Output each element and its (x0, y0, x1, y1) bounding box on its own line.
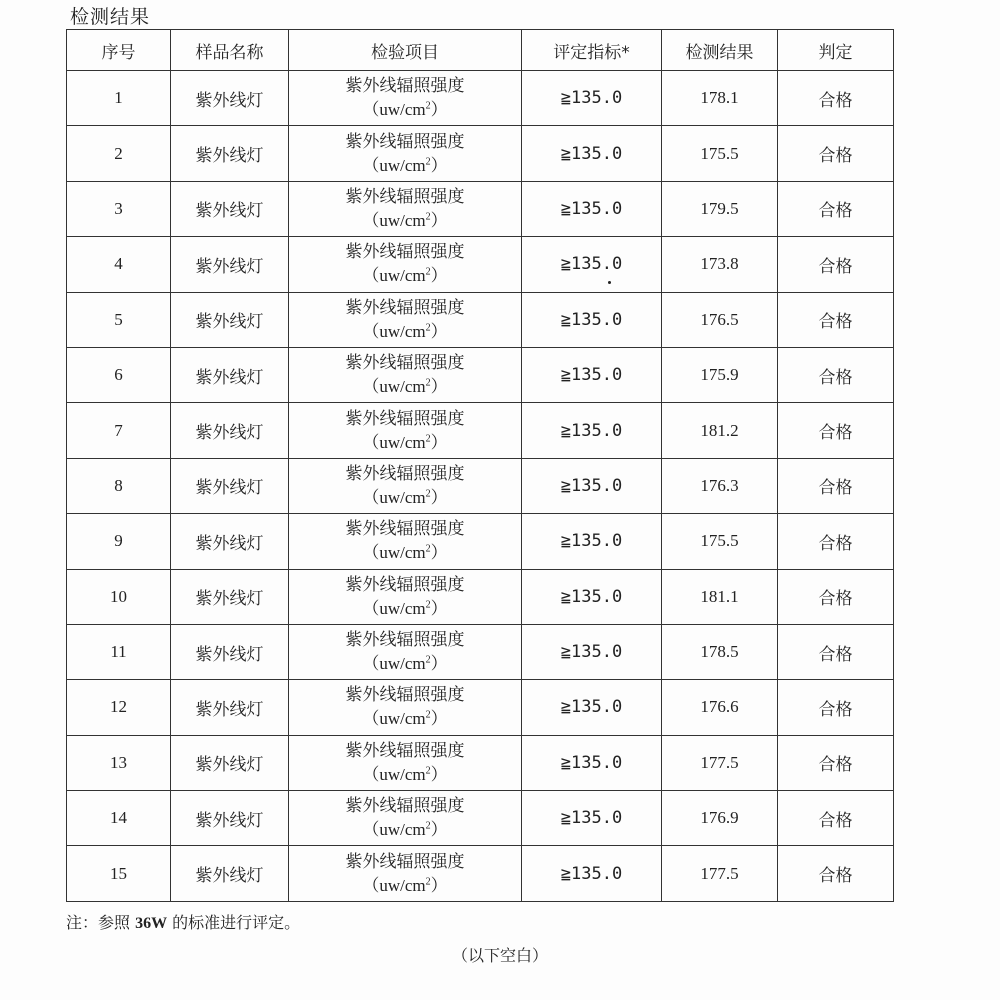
cell-sample-name: 紫外线灯 (171, 71, 289, 126)
test-item-unit (289, 874, 521, 898)
unit-base: （uw/cm (362, 654, 426, 674)
unit-exponent: 2 (425, 377, 431, 389)
test-item-unit (289, 154, 521, 178)
cell-sample-name: 紫外线灯 (171, 514, 289, 569)
table-row (67, 71, 894, 126)
test-item-unit (289, 264, 521, 288)
table-row (67, 846, 894, 901)
cell-criterion: ≧135.0 (522, 403, 662, 458)
cell-test-item (289, 403, 522, 458)
table-row (67, 791, 894, 846)
cell-criterion: ≧135.0 (522, 71, 662, 126)
unit-close: ） (430, 487, 448, 507)
table-row (67, 403, 894, 458)
test-item-unit (289, 652, 521, 676)
cell-test-item (289, 846, 522, 901)
cell-criterion: ≧135.0 (522, 735, 662, 790)
table-row (67, 292, 894, 347)
cell-criterion: ≧135.0 (522, 458, 662, 513)
test-item-name: 紫外线辐照强度 (345, 630, 465, 651)
cell-criterion: ≧135.0 (522, 624, 662, 679)
test-item-name: 紫外线辐照强度 (345, 131, 465, 152)
cell-sample-name: 紫外线灯 (171, 735, 289, 790)
unit-base: （uw/cm (362, 155, 426, 175)
cell-verdict: 合格 (778, 735, 894, 790)
scan-speck (608, 281, 611, 284)
table-row (67, 126, 894, 181)
table-row (67, 569, 894, 624)
cell-result: 173.8 (662, 237, 778, 292)
unit-exponent: 2 (425, 100, 431, 112)
cell-sample-name: 紫外线灯 (171, 791, 289, 846)
table-row (67, 624, 894, 679)
results-body (67, 71, 894, 902)
table-row (67, 458, 894, 513)
table-row (67, 347, 894, 402)
footnote-suffix: 的标准进行评定。 (167, 913, 301, 932)
unit-base: （uw/cm (362, 321, 426, 341)
cell-criterion: ≧135.0 (522, 846, 662, 901)
cell-no: 2 (67, 126, 171, 181)
unit-base: （uw/cm (362, 377, 426, 397)
cell-test-item (289, 569, 522, 624)
unit-close: ） (430, 654, 448, 674)
cell-test-item (289, 458, 522, 513)
blank-below-marker: （以下空白） (451, 946, 548, 965)
cell-criterion: ≧135.0 (522, 569, 662, 624)
cell-test-item (289, 624, 522, 679)
cell-no: 7 (67, 403, 171, 458)
table-row (67, 735, 894, 790)
cell-verdict: 合格 (778, 624, 894, 679)
test-item-unit (289, 818, 521, 842)
unit-close: ） (430, 875, 448, 895)
cell-criterion: ≧135.0 (522, 292, 662, 347)
unit-base: （uw/cm (362, 764, 426, 784)
unit-exponent: 2 (425, 488, 431, 500)
unit-exponent: 2 (425, 211, 431, 223)
cell-no: 12 (67, 680, 171, 735)
unit-close: ） (430, 432, 448, 452)
cell-result: 176.5 (662, 292, 778, 347)
header-result: 检测结果 (662, 30, 778, 71)
test-item-name: 紫外线辐照强度 (345, 76, 465, 97)
unit-base: （uw/cm (362, 487, 426, 507)
cell-test-item (289, 514, 522, 569)
cell-verdict: 合格 (778, 347, 894, 402)
unit-base: （uw/cm (362, 266, 426, 286)
cell-result: 177.5 (662, 846, 778, 901)
unit-exponent: 2 (425, 654, 431, 666)
cell-no: 9 (67, 514, 171, 569)
cell-test-item (289, 181, 522, 236)
test-item-name: 紫外线辐照强度 (345, 463, 465, 484)
cell-sample-name: 紫外线灯 (171, 181, 289, 236)
cell-criterion: ≧135.0 (522, 680, 662, 735)
results-table (66, 29, 894, 902)
unit-close: ） (430, 543, 448, 563)
header-verdict: 判定 (778, 30, 894, 71)
cell-result: 175.9 (662, 347, 778, 402)
table-header-row (67, 30, 894, 71)
cell-verdict: 合格 (778, 680, 894, 735)
cell-no: 6 (67, 347, 171, 402)
unit-close: ） (430, 764, 448, 784)
cell-result: 181.1 (662, 569, 778, 624)
test-item-unit (289, 98, 521, 122)
cell-no: 3 (67, 181, 171, 236)
cell-test-item (289, 237, 522, 292)
unit-base: （uw/cm (362, 875, 426, 895)
cell-no: 1 (67, 71, 171, 126)
header-criterion: 评定指标* (522, 30, 662, 71)
unit-base: （uw/cm (362, 598, 426, 618)
cell-result: 175.5 (662, 126, 778, 181)
test-item-unit (289, 707, 521, 731)
test-item-unit (289, 320, 521, 344)
test-item-name: 紫外线辐照强度 (345, 740, 465, 761)
cell-verdict: 合格 (778, 791, 894, 846)
cell-sample-name: 紫外线灯 (171, 126, 289, 181)
cell-verdict: 合格 (778, 514, 894, 569)
test-item-name: 紫外线辐照强度 (345, 353, 465, 374)
unit-close: ） (430, 155, 448, 175)
unit-close: ） (430, 377, 448, 397)
unit-exponent: 2 (425, 876, 431, 887)
unit-exponent: 2 (425, 709, 431, 721)
unit-exponent: 2 (425, 266, 431, 278)
footnote-prefix: 注：参照 (66, 913, 136, 932)
cell-sample-name: 紫外线灯 (171, 347, 289, 402)
cell-no: 11 (67, 624, 171, 679)
unit-exponent: 2 (425, 322, 431, 334)
cell-verdict: 合格 (778, 237, 894, 292)
cell-test-item (289, 292, 522, 347)
cell-no: 13 (67, 735, 171, 790)
test-item-name: 紫外线辐照强度 (345, 685, 465, 706)
cell-verdict: 合格 (778, 458, 894, 513)
footnote-wattage: 36W (135, 915, 168, 932)
cell-test-item (289, 71, 522, 126)
unit-close: ） (430, 100, 448, 120)
unit-base: （uw/cm (362, 432, 426, 452)
test-item-unit (289, 486, 521, 510)
cell-test-item (289, 735, 522, 790)
unit-close: ） (430, 266, 448, 286)
cell-verdict: 合格 (778, 126, 894, 181)
test-item-unit (289, 431, 521, 455)
cell-test-item (289, 126, 522, 181)
unit-base: （uw/cm (362, 543, 426, 563)
cell-sample-name: 紫外线灯 (171, 846, 289, 901)
cell-verdict: 合格 (778, 403, 894, 458)
cell-no: 5 (67, 292, 171, 347)
cell-criterion: ≧135.0 (522, 237, 662, 292)
cell-criterion: ≧135.0 (522, 181, 662, 236)
section-title: 检测结果 (70, 6, 151, 28)
cell-result: 176.6 (662, 680, 778, 735)
cell-sample-name: 紫外线灯 (171, 624, 289, 679)
unit-exponent: 2 (425, 543, 431, 555)
cell-test-item (289, 680, 522, 735)
cell-no: 14 (67, 791, 171, 846)
test-item-unit (289, 597, 521, 621)
header-test-item: 检验项目 (289, 30, 522, 71)
test-item-unit (289, 763, 521, 787)
unit-base: （uw/cm (362, 100, 426, 120)
table-row (67, 680, 894, 735)
cell-criterion: ≧135.0 (522, 791, 662, 846)
unit-exponent: 2 (425, 820, 431, 832)
cell-sample-name: 紫外线灯 (171, 237, 289, 292)
cell-result: 175.5 (662, 514, 778, 569)
unit-close: ） (430, 210, 448, 230)
header-no: 序号 (67, 30, 171, 71)
test-item-name: 紫外线辐照强度 (345, 851, 465, 872)
test-item-unit (289, 375, 521, 399)
test-item-name: 紫外线辐照强度 (345, 796, 465, 817)
cell-criterion: ≧135.0 (522, 347, 662, 402)
unit-exponent: 2 (425, 765, 431, 777)
cell-verdict: 合格 (778, 569, 894, 624)
cell-sample-name: 紫外线灯 (171, 292, 289, 347)
unit-exponent: 2 (425, 155, 431, 167)
cell-no: 10 (67, 569, 171, 624)
cell-sample-name: 紫外线灯 (171, 403, 289, 458)
cell-verdict: 合格 (778, 846, 894, 901)
cell-criterion: ≧135.0 (522, 514, 662, 569)
cell-result: 178.5 (662, 624, 778, 679)
unit-base: （uw/cm (362, 709, 426, 729)
unit-close: ） (430, 598, 448, 618)
unit-close: ） (430, 709, 448, 729)
table-row (67, 514, 894, 569)
cell-verdict: 合格 (778, 71, 894, 126)
table-row (67, 237, 894, 292)
footnote (66, 910, 300, 933)
test-item-name: 紫外线辐照强度 (345, 297, 465, 318)
test-item-name: 紫外线辐照强度 (345, 242, 465, 263)
unit-base: （uw/cm (362, 210, 426, 230)
test-item-name: 紫外线辐照强度 (345, 519, 465, 540)
test-item-name: 紫外线辐照强度 (345, 186, 465, 207)
cell-result: 177.5 (662, 735, 778, 790)
unit-close: ） (430, 321, 448, 341)
cell-no: 8 (67, 458, 171, 513)
cell-result: 176.3 (662, 458, 778, 513)
cell-criterion: ≧135.0 (522, 126, 662, 181)
cell-test-item (289, 347, 522, 402)
unit-exponent: 2 (425, 599, 431, 611)
cell-result: 179.5 (662, 181, 778, 236)
unit-base: （uw/cm (362, 820, 426, 840)
cell-result: 178.1 (662, 71, 778, 126)
cell-verdict: 合格 (778, 292, 894, 347)
cell-sample-name: 紫外线灯 (171, 458, 289, 513)
cell-result: 176.9 (662, 791, 778, 846)
test-item-name: 紫外线辐照强度 (345, 408, 465, 429)
unit-exponent: 2 (425, 432, 431, 444)
test-item-unit (289, 209, 521, 233)
cell-sample-name: 紫外线灯 (171, 569, 289, 624)
cell-no: 15 (67, 846, 171, 901)
cell-verdict: 合格 (778, 181, 894, 236)
table-row (67, 181, 894, 236)
header-sample-name: 样品名称 (171, 30, 289, 71)
cell-test-item (289, 791, 522, 846)
test-item-name: 紫外线辐照强度 (345, 574, 465, 595)
cell-result: 181.2 (662, 403, 778, 458)
cell-sample-name: 紫外线灯 (171, 680, 289, 735)
unit-close: ） (430, 820, 448, 840)
test-item-unit (289, 541, 521, 565)
cell-no: 4 (67, 237, 171, 292)
